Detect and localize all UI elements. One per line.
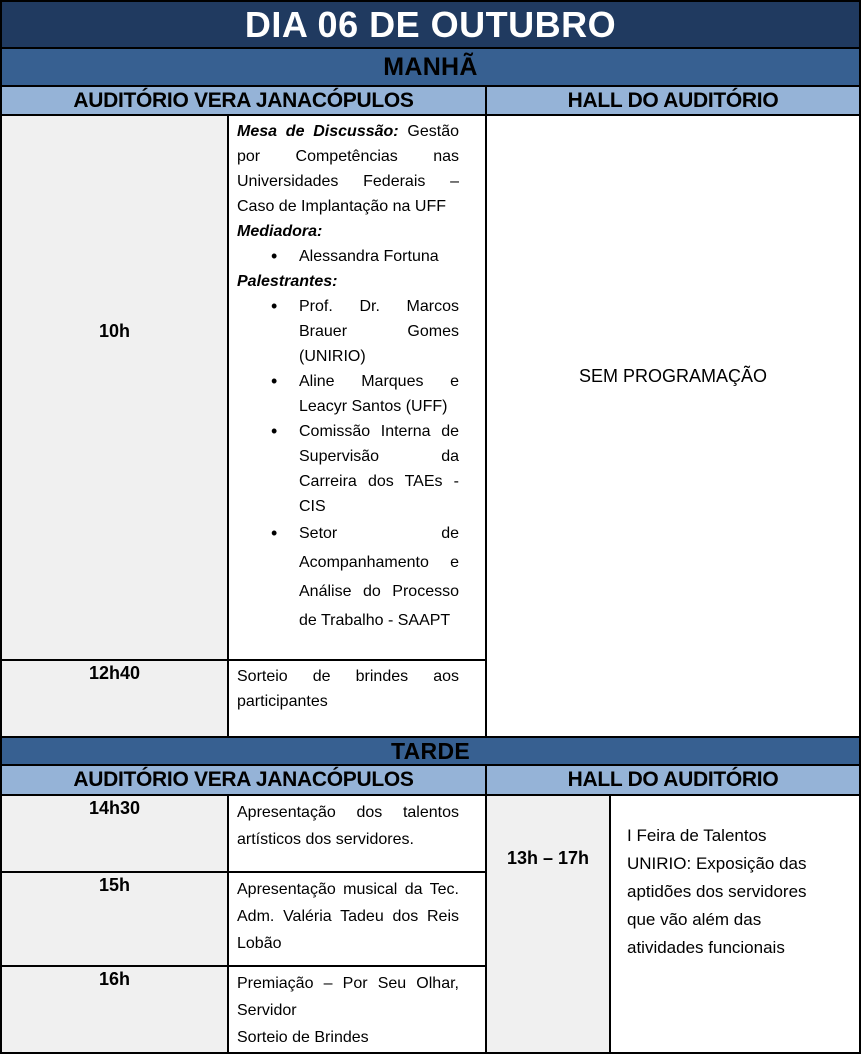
time-cell-12h40: 12h40 (2, 661, 227, 736)
time-cell-16h: 16h (2, 967, 227, 1052)
time-cell-10h: 10h (2, 116, 227, 659)
speaker-item: • Setor de Acompanhamento e Análise do Processo de Trabalho - SAAPT (271, 519, 459, 635)
speakers-label: Palestrantes: (237, 273, 338, 290)
event-award-cell (229, 967, 485, 1052)
discussion-panel-paragraph (237, 119, 459, 219)
mediator-name: • Alessandra Fortuna (271, 244, 459, 269)
award-raffle-text: Sorteio de Brindes (237, 1029, 369, 1046)
afternoon-auditorium-column-header: AUDITÓRIO VERA JANACÓPULOS (2, 766, 485, 794)
musical-text: Apresentação musical da Tec. Adm. Valéria Tadeu dos Reis Lobão (237, 881, 459, 952)
talents-text: Apresentação dos talentos artísticos dos servidores. (237, 804, 459, 848)
mediator-list (237, 244, 459, 269)
discussion-panel-label: Mesa de Discussão: (237, 123, 399, 140)
discussion-panel-text: Gestão por Competências nas Universidades Federais – Caso de Implantação na UFF (237, 123, 459, 215)
award-text: Premiação – Por Seu Olhar, Servidor (237, 975, 459, 1019)
speaker-item: • Aline Marques e Leacyr Santos (UFF) (271, 369, 459, 419)
hall-time-cell-13h-17h: 13h – 17h (487, 796, 609, 1052)
event-discussion-cell (229, 116, 485, 659)
morning-section-header: MANHÃ (2, 49, 859, 85)
afternoon-hall-column-header: HALL DO AUDITÓRIO (487, 766, 859, 794)
event-raffle-cell (229, 661, 485, 736)
time-cell-14h30: 14h30 (2, 796, 227, 871)
hall-fair-cell: I Feira de Talentos UNIRIO: Exposição das aptidões dos servidores que vão além das atividades funcionais (611, 796, 859, 1052)
event-talents-cell (229, 796, 485, 871)
speakers-list (237, 294, 459, 635)
morning-hall-column-header: HALL DO AUDITÓRIO (487, 87, 859, 114)
time-cell-15h: 15h (2, 873, 227, 965)
event-musical-cell (229, 873, 485, 965)
afternoon-section-header: TARDE (2, 738, 859, 764)
morning-auditorium-column-header: AUDITÓRIO VERA JANACÓPULOS (2, 87, 485, 114)
raffle-text: Sorteio de brindes aos participantes (237, 668, 459, 710)
mediator-label: Mediadora: (237, 223, 323, 240)
speaker-item: • Comissão Interna de Supervisão da Carreira dos TAEs - CIS (271, 419, 459, 519)
speaker-item: • Prof. Dr. Marcos Brauer Gomes (UNIRIO) (271, 294, 459, 369)
morning-hall-cell: SEM PROGRAMAÇÃO (487, 116, 859, 736)
day-title: DIA 06 DE OUTUBRO (2, 2, 859, 47)
